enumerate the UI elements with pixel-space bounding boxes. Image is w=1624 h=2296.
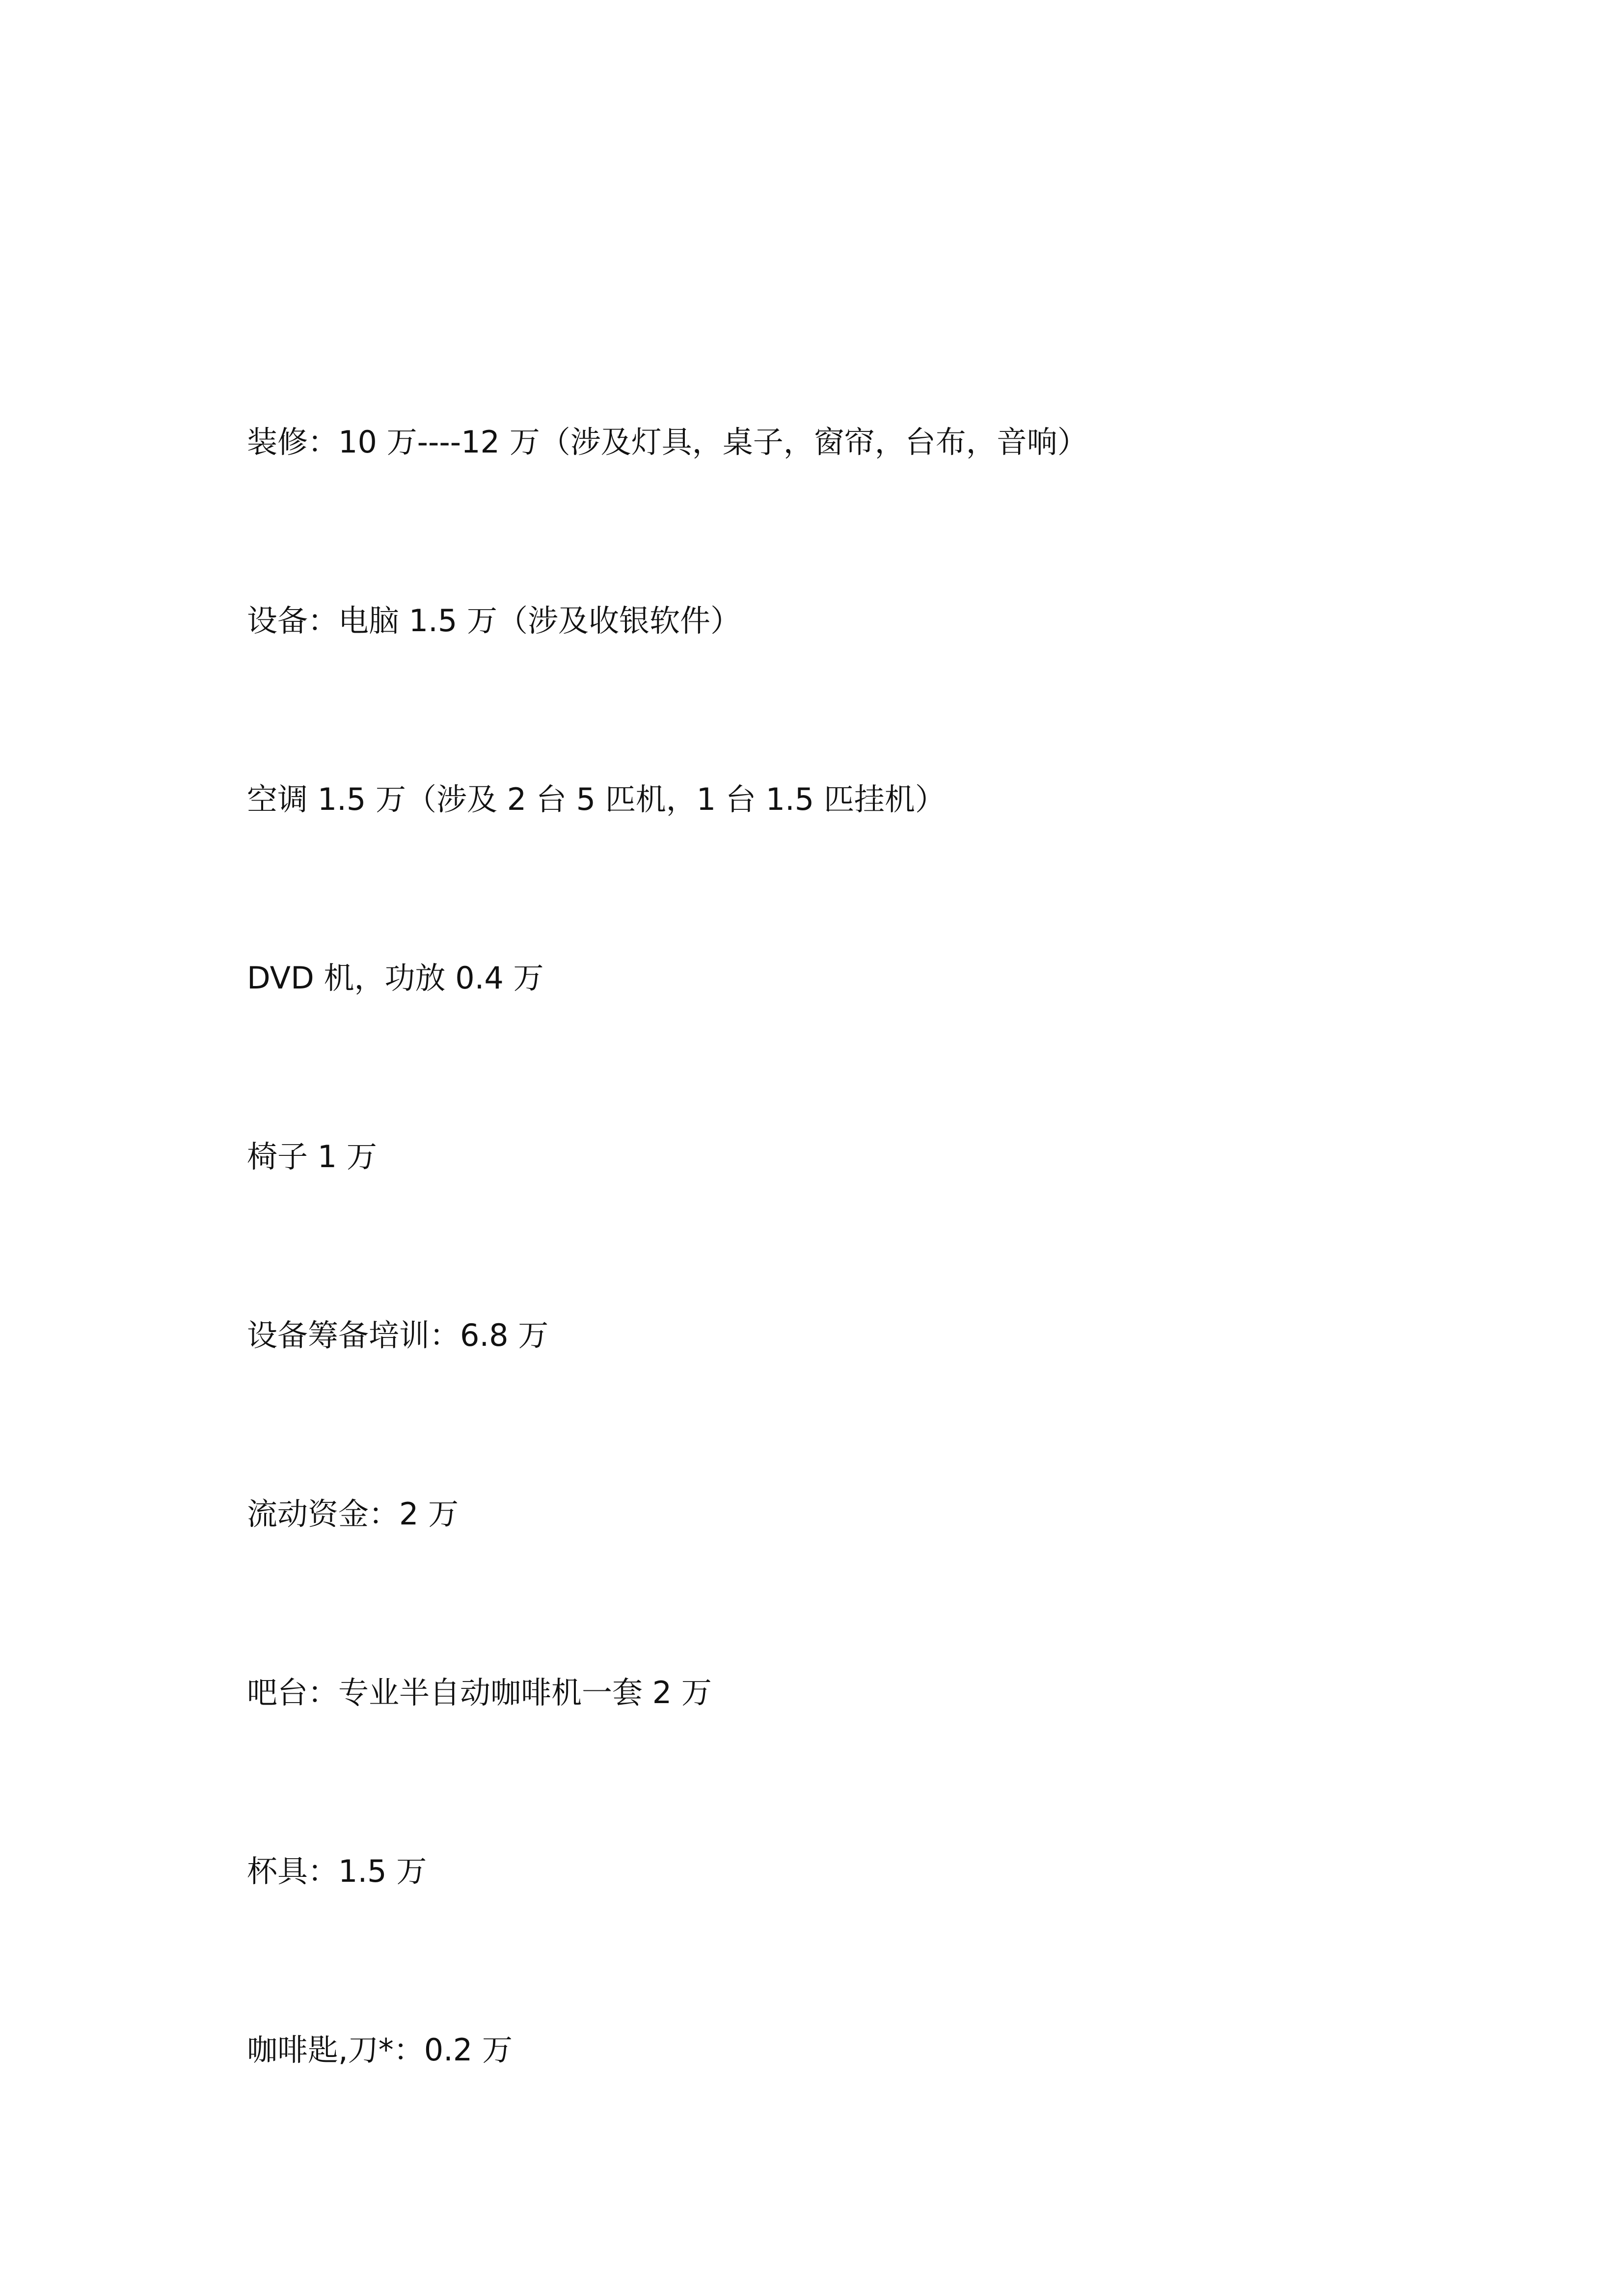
cost-line-equipment-computer: 设备：电脑 1.5 万（涉及收银软件） <box>247 603 741 639</box>
cost-list <box>247 424 1523 2214</box>
cost-line-chairs: 椅子 1 万 <box>247 1139 377 1175</box>
cost-line-bar-coffee-machine: 吧台：专业半自动咖啡机一套 2 万 <box>247 1675 712 1710</box>
cost-line-spoons-knives: 咖啡匙,刀*：0.2 万 <box>247 2032 513 2068</box>
cost-line-dvd-amplifier: DVD 机，功放 0.4 万 <box>247 960 544 996</box>
cost-line-cups: 杯具：1.5 万 <box>247 1853 427 1889</box>
cost-line-air-conditioning: 空调 1.5 万（涉及 2 台 5 匹机，1 台 1.5 匹挂机） <box>247 781 946 817</box>
cost-line-working-capital: 流动资金：2 万 <box>247 1496 459 1532</box>
cost-line-renovation: 装修：10 万----12 万（涉及灯具，桌子，窗帘，台布，音响） <box>247 424 1088 460</box>
cost-line-preparation-training: 设备筹备培训：6.8 万 <box>247 1317 549 1353</box>
